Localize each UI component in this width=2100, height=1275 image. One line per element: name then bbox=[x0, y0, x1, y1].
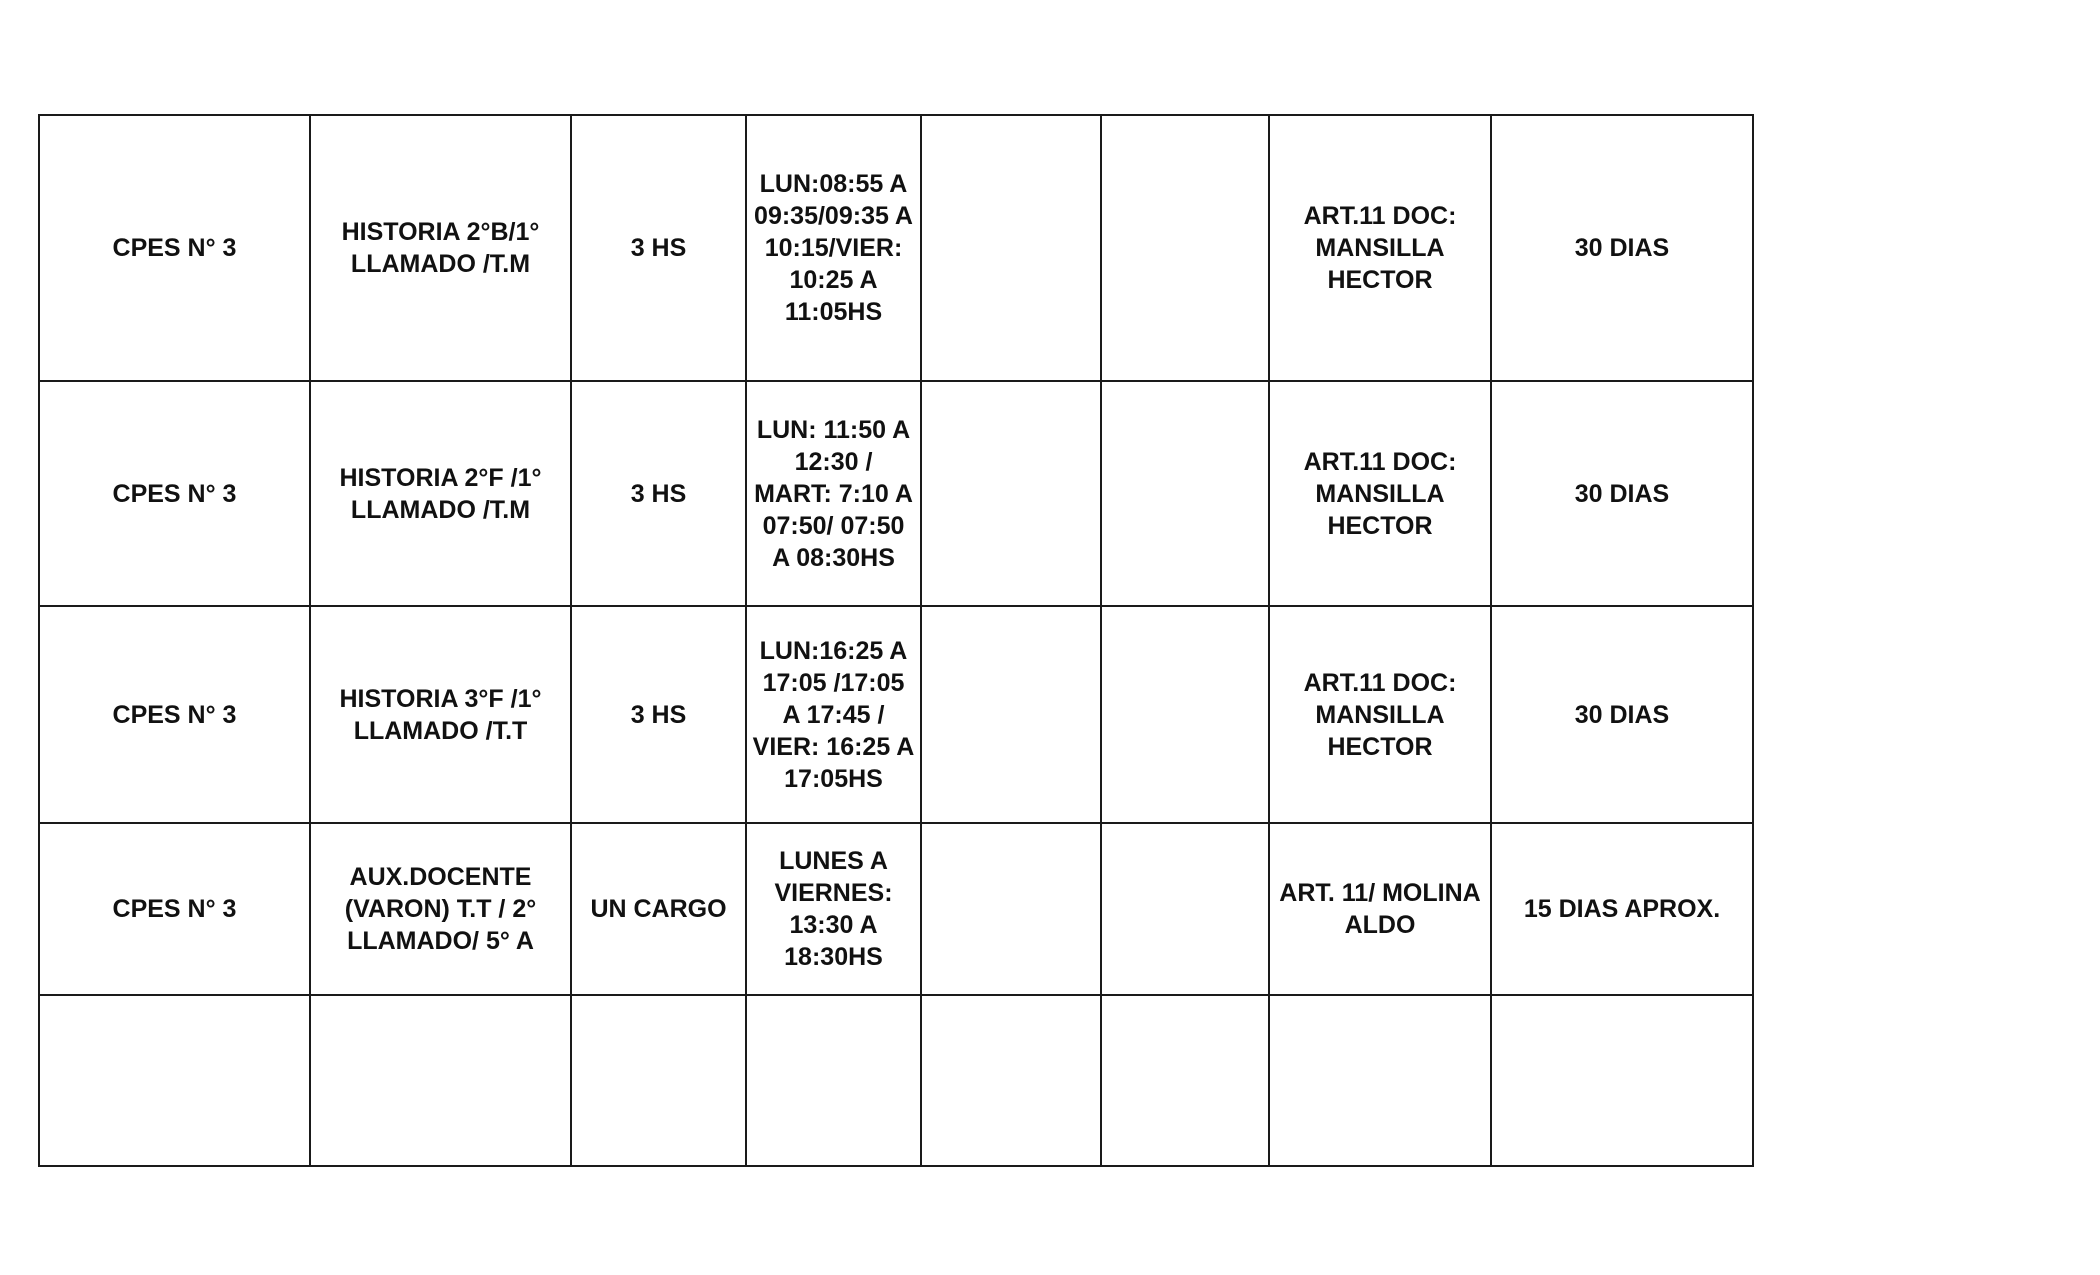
subject-cell: AUX.DOCENTE (VARON) T.T / 2° LLAMADO/ 5° A bbox=[310, 823, 571, 995]
empty-cell bbox=[921, 823, 1101, 995]
institution-cell: CPES N° 3 bbox=[39, 823, 310, 995]
empty-cell bbox=[921, 606, 1101, 823]
hours-cell: 3 HS bbox=[571, 381, 746, 606]
reason-cell: ART. 11/ MOLINA ALDO bbox=[1269, 823, 1491, 995]
empty-cell bbox=[1101, 606, 1269, 823]
subject-cell: HISTORIA 3°F /1° LLAMADO /T.T bbox=[310, 606, 571, 823]
empty-cell bbox=[1491, 995, 1753, 1166]
hours-cell: UN CARGO bbox=[571, 823, 746, 995]
duration-cell: 30 DIAS bbox=[1491, 381, 1753, 606]
schedule-cell: LUN:16:25 A 17:05 /17:05 A 17:45 / VIER: 16:25 A 17:05HS bbox=[746, 606, 921, 823]
empty-cell bbox=[1269, 995, 1491, 1166]
table-row bbox=[39, 823, 1753, 995]
table-row bbox=[39, 115, 1753, 381]
schedule-cell: LUN:08:55 A 09:35/09:35 A 10:15/VIER: 10:25 A 11:05HS bbox=[746, 115, 921, 381]
subject-cell: HISTORIA 2°B/1° LLAMADO /T.M bbox=[310, 115, 571, 381]
empty-cell bbox=[39, 995, 310, 1166]
empty-cell bbox=[746, 995, 921, 1166]
duration-cell: 30 DIAS bbox=[1491, 115, 1753, 381]
reason-cell: ART.11 DOC: MANSILLA HECTOR bbox=[1269, 606, 1491, 823]
table-row bbox=[39, 606, 1753, 823]
institution-cell: CPES N° 3 bbox=[39, 115, 310, 381]
empty-cell bbox=[921, 995, 1101, 1166]
institution-cell: CPES N° 3 bbox=[39, 606, 310, 823]
vacancy-table bbox=[38, 114, 1754, 1167]
hours-cell: 3 HS bbox=[571, 606, 746, 823]
institution-cell: CPES N° 3 bbox=[39, 381, 310, 606]
empty-cell bbox=[921, 115, 1101, 381]
empty-cell bbox=[1101, 381, 1269, 606]
empty-cell bbox=[571, 995, 746, 1166]
schedule-cell: LUN: 11:50 A 12:30 / MART: 7:10 A 07:50/ 07:50 A 08:30HS bbox=[746, 381, 921, 606]
duration-cell: 30 DIAS bbox=[1491, 606, 1753, 823]
reason-cell: ART.11 DOC: MANSILLA HECTOR bbox=[1269, 115, 1491, 381]
table-row bbox=[39, 381, 1753, 606]
subject-cell: HISTORIA 2°F /1° LLAMADO /T.M bbox=[310, 381, 571, 606]
duration-cell: 15 DIAS APROX. bbox=[1491, 823, 1753, 995]
reason-cell: ART.11 DOC: MANSILLA HECTOR bbox=[1269, 381, 1491, 606]
empty-cell bbox=[1101, 823, 1269, 995]
table-row bbox=[39, 995, 1753, 1166]
empty-cell bbox=[1101, 995, 1269, 1166]
hours-cell: 3 HS bbox=[571, 115, 746, 381]
empty-cell bbox=[1101, 115, 1269, 381]
schedule-cell: LUNES A VIERNES: 13:30 A 18:30HS bbox=[746, 823, 921, 995]
empty-cell bbox=[310, 995, 571, 1166]
empty-cell bbox=[921, 381, 1101, 606]
